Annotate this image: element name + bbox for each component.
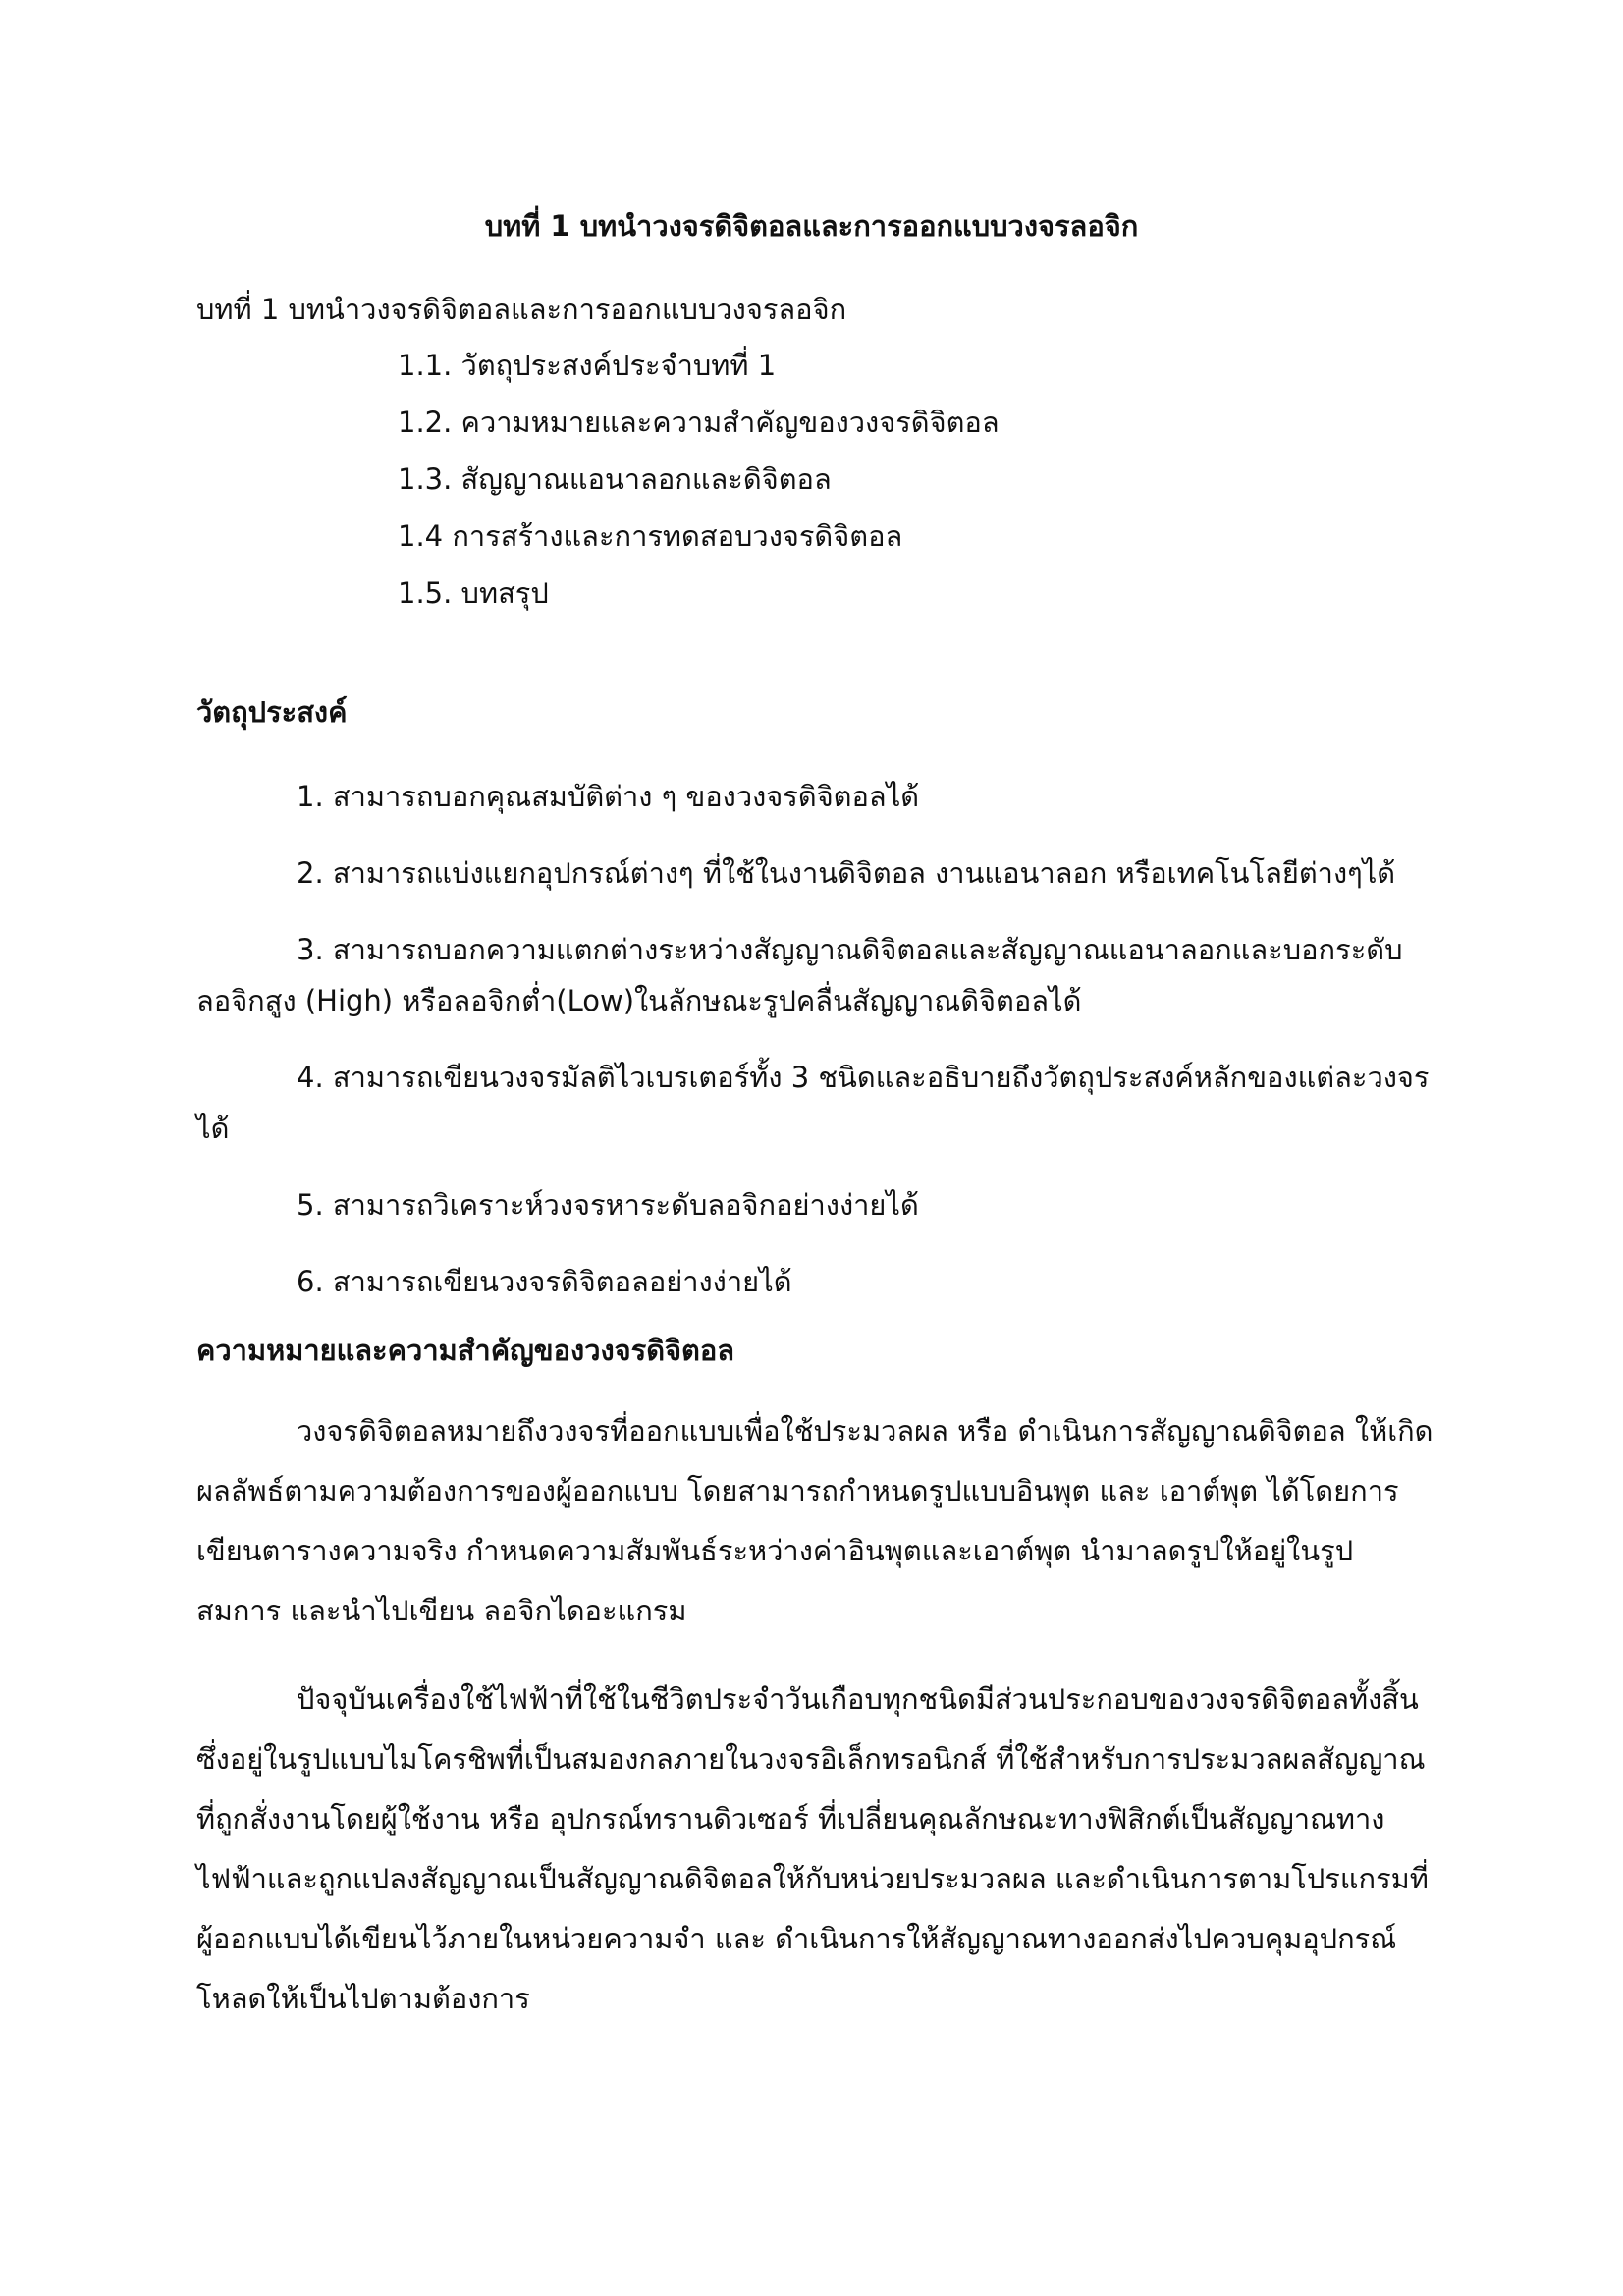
objectives-list xyxy=(196,771,1434,1333)
toc-item: 1.5. บทสรุป xyxy=(398,576,549,610)
objective-item: 4. สามารถเขียนวงจรมัลติไวเบรเตอร์ทั้ง 3 ชนิดและอธิบายถึงวัตถุประสงค์หลักของแต่ละวงจรได้ xyxy=(196,1061,1430,1145)
toc-item: 1.3. สัญญาณแอนาลอกและดิจิตอล xyxy=(398,463,832,496)
toc-item: 1.2. ความหมายและความสำคัญของวงจรดิจิตอล xyxy=(398,406,1000,439)
toc-heading: บทที่ 1 บทนำวงจรดิจิตอลและการออกแบบวงจรลอจิก xyxy=(196,293,847,326)
objective-item: 5. สามารถวิเคราะห์วงจรหาระดับลอจิกอย่างง่ายได้ xyxy=(297,1188,919,1222)
meaning-heading: ความหมายและความสำคัญของวงจรดิจิตอล xyxy=(196,1334,735,1367)
objective-item: 2. สามารถแบ่งแยกอุปกรณ์ต่างๆ ที่ใช้ในงานดิจิตอล งานแอนาลอก หรือเทคโนโลยีต่างๆได้ xyxy=(297,856,1396,890)
chapter-title: บทที่ 1 บทนำวงจรดิจิตอลและการออกแบบวงจรลอจิก xyxy=(484,209,1139,243)
objective-item: 3. สามารถบอกความแตกต่างระหว่างสัญญาณดิจิตอลและสัญญาณแอนาลอกและบอกระดับลอจิกสูง (High) หรือลอจิกต่ำ(Low)ในลักษณะรูปคลื่นสัญญาณดิจิตอลได้ xyxy=(196,933,1403,1017)
objective-item: 1. สามารถบอกคุณสมบัติต่าง ๆ ของวงจรดิจิตอลได้ xyxy=(297,780,920,813)
paragraph-applications: ปัจจุบันเครื่องใช้ไฟฟ้าที่ใช้ในชีวิตประจำวันเกือบทุกชนิดมีส่วนประกอบของวงจรดิจิตอลทั้งสิ้น ซึ่งอยู่ในรูปแบบไมโครชิพที่เป็นสมองกลภายในวงจรอิเล็กทรอนิกส์ ที่ใช้สำหรับการประมวลผลสัญญาณที่ถูกสั่งงานโดยผู้ใช้งาน หรือ อุปกรณ์ทรานดิวเซอร์ ที่เปลี่ยนคุณลักษณะทางฟิสิกต์เป็นสัญญาณทางไฟฟ้าและถูกแปลงสัญญาณเป็นสัญญาณดิจิตอลให้กับหน่วยประมวลผล และดำเนินการตามโปรแกรมที่ผู้ออกแบบได้เขียนไว้ภายในหน่วยความจำ และ ดำเนินการให้สัญญาณทางออกส่งไปควบคุมอุปกรณ์โหลดให้เป็นไปตามต้องการ xyxy=(196,1682,1429,2015)
objectives-heading: วัตถุประสงค์ xyxy=(196,695,348,729)
toc-list xyxy=(398,346,1000,630)
objective-item: 6. สามารถเขียนวงจรดิจิตอลอย่างง่ายได้ xyxy=(297,1265,792,1298)
toc-item: 1.4 การสร้างและการทดสอบวงจรดิจิตอล xyxy=(398,519,903,553)
paragraph-definition: วงจรดิจิตอลหมายถึงวงจรที่ออกแบบเพื่อใช้ประมวลผล หรือ ดำเนินการสัญญาณดิจิตอล ให้เกิดผลลัพธ์ตามความต้องการของผู้ออกแบบ โดยสามารถกำหนดรูปแบบอินพุต และ เอาต์พุต ได้โดยการเขียนตารางความจริง กำหนดความสัมพันธ์ระหว่างค่าอินพุตและเอาต์พุต นำมาลดรูปให้อยู่ในรูปสมการ และนำไปเขียน ลอจิกไดอะแกรม xyxy=(196,1414,1434,1627)
toc-item: 1.1. วัตถุประสงค์ประจำบทที่ 1 xyxy=(398,349,777,382)
